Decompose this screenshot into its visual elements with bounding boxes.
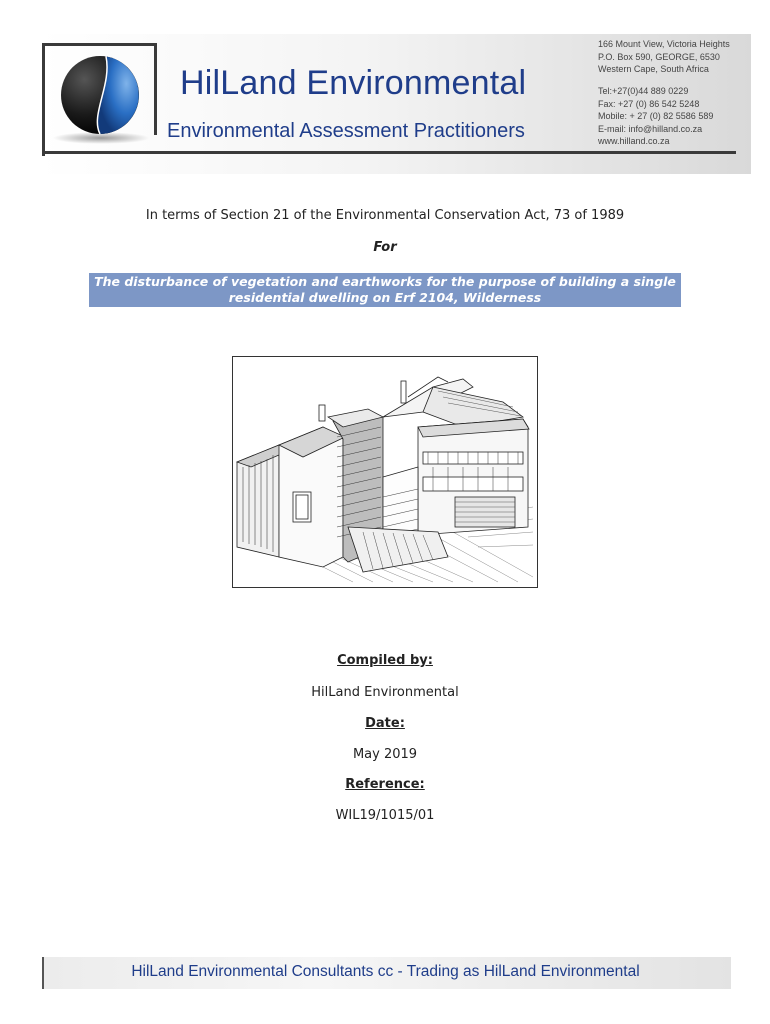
compiled-by-label: Compiled by: bbox=[337, 653, 433, 668]
company-name: HilLand Environmental bbox=[180, 64, 527, 102]
footer-text: HilLand Environmental Consultants cc - Trading as HilLand Environmental bbox=[131, 963, 640, 980]
house-sketch-icon bbox=[232, 356, 538, 588]
purpose-description bbox=[89, 274, 681, 306]
act-reference: In terms of Section 21 of the Environmental Conservation Act, 73 of 1989 bbox=[145, 208, 625, 223]
compiled-by-value: HilLand Environmental bbox=[311, 685, 459, 700]
contact-mobile: Mobile: + 27 (0) 82 5586 589 bbox=[598, 111, 714, 121]
reference-label: Reference: bbox=[345, 777, 425, 792]
address-line: P.O. Box 590, GEORGE, 6530 bbox=[598, 51, 720, 62]
reference-value: WIL19/1015/01 bbox=[335, 808, 435, 823]
contact-website[interactable]: www.hilland.co.za bbox=[598, 136, 670, 146]
letterhead-divider bbox=[154, 43, 157, 135]
date-value: May 2019 bbox=[352, 747, 418, 762]
company-contact bbox=[598, 85, 713, 148]
company-address bbox=[598, 38, 730, 76]
purpose-line: residential dwelling on Erf 2104, Wilderness bbox=[228, 290, 542, 305]
letterhead-rule bbox=[42, 151, 736, 154]
address-line: 166 Mount View, Victoria Heights bbox=[598, 39, 730, 49]
contact-tel: Tel:+27(0)44 889 0229 bbox=[598, 86, 689, 96]
globe-logo-icon bbox=[60, 55, 140, 135]
date-label: Date: bbox=[365, 716, 405, 731]
contact-fax: Fax: +27 (0) 86 542 5248 bbox=[598, 98, 700, 109]
purpose-line: The disturbance of vegetation and earthworks for the purpose of building a single bbox=[94, 274, 676, 289]
for-label: For bbox=[373, 240, 397, 255]
contact-email[interactable]: E-mail: info@hilland.co.za bbox=[598, 123, 703, 134]
company-tagline: Environmental Assessment Practitioners bbox=[167, 120, 525, 142]
address-line: Western Cape, South Africa bbox=[598, 64, 709, 74]
